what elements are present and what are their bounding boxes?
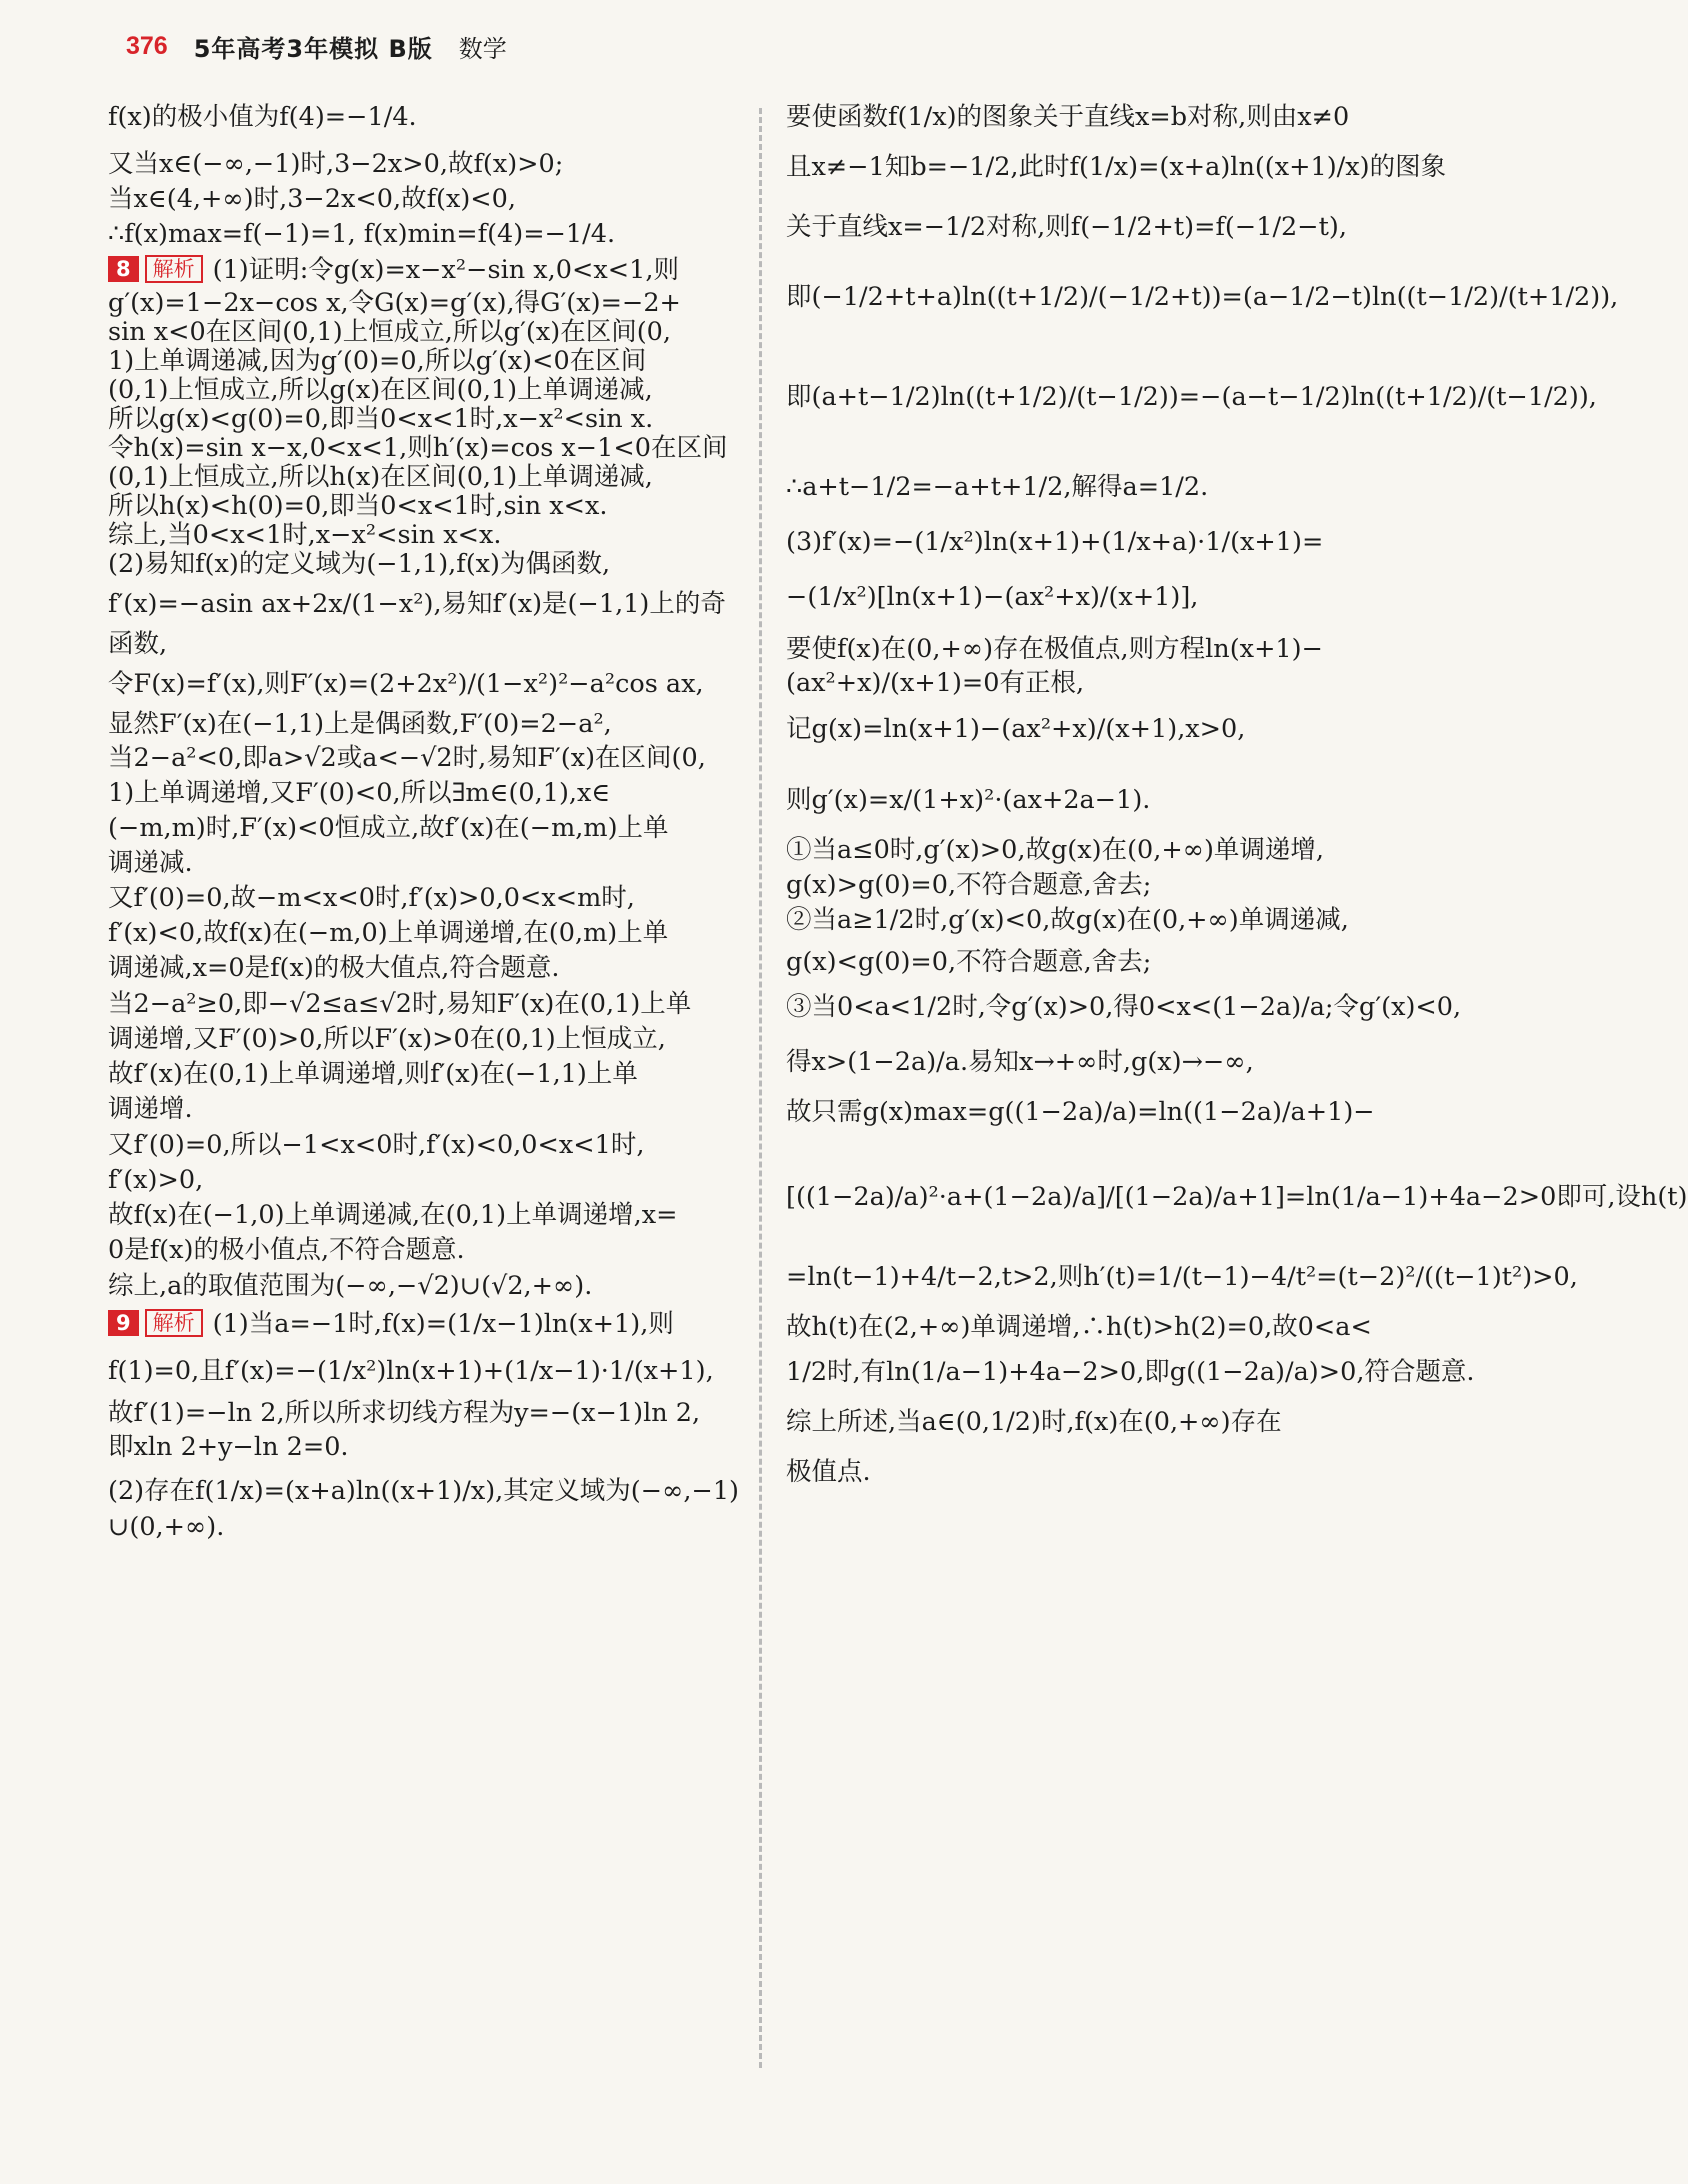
text-line <box>108 1271 593 1301</box>
text-line <box>108 1476 739 1506</box>
line-text: 所以h(x)<h(0)=0,即当0<x<1时,sin x<x. <box>108 491 608 521</box>
line-text: g(x)>g(0)=0,不符合题意,舍去; <box>786 870 1152 900</box>
line-text: (−m,m)时,F′(x)<0恒成立,故f′(x)在(−m,m)上单 <box>108 813 669 843</box>
text-line <box>108 1356 714 1386</box>
text-line <box>786 905 1349 935</box>
text-line <box>786 1357 1475 1387</box>
text-line <box>108 219 616 249</box>
line-text: f(x)的极小值为f(4)=−1/4. <box>108 102 417 132</box>
text-line <box>786 634 1323 664</box>
text-line <box>786 1407 1282 1437</box>
line-text: 令F(x)=f′(x),则F′(x)=(2+2x²)/(1−x²)²−a²cos ax, <box>108 669 704 699</box>
line-text: 综上,当0<x<1时,x−x²<sin x<x. <box>108 520 502 550</box>
line-text: =ln(t−1)+4/t−2,t>2,则h′(t)=1/(t−1)−4/t²=(t−2)²/((t−1)t²)>0, <box>786 1262 1578 1292</box>
line-text: 1)上单调递增,又F′(0)<0,所以∃m∈(0,1),x∈ <box>108 778 611 808</box>
line-text: 1)上单调递减,因为g′(0)=0,所以g′(x)<0在区间 <box>108 346 647 376</box>
line-text: 所以g(x)<g(0)=0,即当0<x<1时,x−x²<sin x. <box>108 404 654 434</box>
text-line <box>108 1130 645 1160</box>
line-text: 要使函数f(1/x)的图象关于直线x=b对称,则由x≠0 <box>786 102 1350 132</box>
line-text: 要使f(x)在(0,+∞)存在极值点,则方程ln(x+1)− <box>786 634 1323 664</box>
text-line <box>108 883 635 913</box>
text-line <box>108 149 564 179</box>
text-line <box>108 743 706 773</box>
line-text: (2)存在f(1/x)=(x+a)ln((x+1)/x),其定义域为(−∞,−1) <box>108 1476 739 1506</box>
text-line <box>108 813 669 843</box>
line-text: 得x>(1−2a)/a.易知x→+∞时,g(x)→−∞, <box>786 1047 1254 1077</box>
text-line <box>786 1182 1688 1212</box>
line-text: [((1−2a)/a)²·a+(1−2a)/a]/[(1−2a)/a+1]=ln(1/a−1)+4a−2>0即可,设h(t) <box>786 1182 1688 1212</box>
text-line <box>108 1200 678 1230</box>
line-text: 综上所述,当a∈(0,1/2)时,f(x)在(0,+∞)存在 <box>786 1407 1282 1437</box>
line-text: 即xln 2+y−ln 2=0. <box>108 1432 349 1462</box>
line-text: 令h(x)=sin x−x,0<x<1,则h′(x)=cos x−1<0在区间 <box>108 433 728 463</box>
text-line <box>108 1165 204 1195</box>
text-line <box>108 1432 349 1462</box>
subject-label: 数学 <box>458 34 507 63</box>
text-line <box>786 714 1246 744</box>
line-text: 当2−a²<0,即a>√2或a<−√2时,易知F′(x)在区间(0, <box>108 743 706 773</box>
line-text: 且x≠−1知b=−1/2,此时f(1/x)=(x+a)ln((x+1)/x)的图象 <box>786 152 1447 182</box>
text-line <box>786 835 1325 865</box>
text-line <box>786 102 1350 132</box>
line-text: (3)f′(x)=−(1/x²)ln(x+1)+(1/x+a)·1/(x+1)= <box>786 527 1324 557</box>
line-text: (1)证明:令g(x)=x−x²−sin x,0<x<1,则 <box>212 255 679 285</box>
text-line <box>786 282 1619 312</box>
text-line <box>108 375 653 405</box>
text-line <box>108 1024 666 1054</box>
text-line <box>108 1235 465 1265</box>
line-text: 故只需g(x)max=g((1−2a)/a)=ln((1−2a)/a+1)− <box>786 1097 1375 1127</box>
text-line <box>108 1512 225 1542</box>
line-text: (0,1)上恒成立,所以g(x)在区间(0,1)上单调递减, <box>108 375 653 405</box>
line-text: −(1/x²)[ln(x+1)−(ax²+x)/(x+1)], <box>786 582 1199 612</box>
text-line <box>108 1059 638 1089</box>
line-text: f′(x)=−asin ax+2x/(1−x²),易知f′(x)是(−1,1)上的奇 <box>108 589 726 619</box>
line-text: ②当a≥1/2时,g′(x)<0,故g(x)在(0,+∞)单调递减, <box>786 905 1349 935</box>
page-number: 376 <box>126 31 168 60</box>
text-line <box>786 212 1347 242</box>
text-line <box>786 1047 1254 1077</box>
line-text: 故h(t)在(2,+∞)单调递增,∴h(t)>h(2)=0,故0<a< <box>786 1312 1372 1342</box>
line-text: 调递增,又F′(0)>0,所以F′(x)>0在(0,1)上恒成立, <box>108 1024 666 1054</box>
line-text: 调递增. <box>108 1094 193 1124</box>
text-line <box>786 1097 1375 1127</box>
line-text: 1/2时,有ln(1/a−1)+4a−2>0,即g((1−2a)/a)>0,符合题意. <box>786 1357 1475 1387</box>
text-line <box>108 709 612 739</box>
line-text: 0是f(x)的极小值点,不符合题意. <box>108 1235 465 1265</box>
line-text: f′(x)<0,故f(x)在(−m,0)上单调递增,在(0,m)上单 <box>108 918 669 948</box>
line-text: 当2−a²≥0,即−√2≤a≤√2时,易知F′(x)在(0,1)上单 <box>108 989 692 1019</box>
column-divider <box>759 108 762 2068</box>
text-line <box>108 549 611 579</box>
line-text: ①当a≤0时,g′(x)>0,故g(x)在(0,+∞)单调递增, <box>786 835 1325 865</box>
text-line <box>786 668 1085 698</box>
line-text: 故f′(x)在(0,1)上单调递增,则f′(x)在(−1,1)上单 <box>108 1059 638 1089</box>
analysis-tag: 解析 <box>145 1309 203 1337</box>
text-line <box>786 152 1447 182</box>
line-text: 综上,a的取值范围为(−∞,−√2)∪(√2,+∞). <box>108 1271 593 1301</box>
text-line <box>108 346 647 376</box>
line-text: 即(a+t−1/2)ln((t+1/2)/(t−1/2))=−(a−t−1/2)ln((t+1/2)/(t−1/2)), <box>786 382 1597 412</box>
line-text: 又f′(0)=0,故−m<x<0时,f′(x)>0,0<x<m时, <box>108 883 635 913</box>
line-text: 关于直线x=−1/2对称,则f(−1/2+t)=f(−1/2−t), <box>786 212 1347 242</box>
line-text: g(x)<g(0)=0,不符合题意,舍去; <box>786 947 1152 977</box>
line-text: 显然F′(x)在(−1,1)上是偶函数,F′(0)=2−a², <box>108 709 612 739</box>
line-text: 故f′(1)=−ln 2,所以所求切线方程为y=−(x−1)ln 2, <box>108 1398 701 1428</box>
line-text: (0,1)上恒成立,所以h(x)在区间(0,1)上单调递减, <box>108 462 653 492</box>
text-line <box>786 382 1597 412</box>
analysis-tag: 解析 <box>145 255 203 283</box>
line-text: 又当x∈(−∞,−1)时,3−2x>0,故f(x)>0; <box>108 149 564 179</box>
text-line <box>108 918 669 948</box>
text-line <box>108 255 679 284</box>
text-line <box>786 785 1151 815</box>
text-line <box>108 989 692 1019</box>
page-header <box>126 22 507 70</box>
text-line <box>786 1262 1578 1292</box>
line-text: 即(−1/2+t+a)ln((t+1/2)/(−1/2+t))=(a−1/2−t)ln((t−1/2)/(t+1/2)), <box>786 282 1619 312</box>
line-text: (ax²+x)/(x+1)=0有正根, <box>786 668 1085 698</box>
line-text: (1)当a=−1时,f(x)=(1/x−1)ln(x+1),则 <box>212 1309 674 1339</box>
line-text: sin x<0在区间(0,1)上恒成立,所以g′(x)在区间(0, <box>108 317 671 347</box>
line-text: ∴f(x)max=f(−1)=1, f(x)min=f(4)=−1/4. <box>108 219 616 249</box>
text-line <box>108 1398 701 1428</box>
text-line <box>108 848 193 878</box>
text-line <box>108 462 653 492</box>
book-title: 5年高考3年模拟 B版 <box>193 34 433 63</box>
line-text: 则g′(x)=x/(1+x)²·(ax+2a−1). <box>786 785 1151 815</box>
text-line <box>786 527 1324 557</box>
line-text: 调递减,x=0是f(x)的极大值点,符合题意. <box>108 953 560 983</box>
text-line <box>108 953 560 983</box>
line-text: ③当0<a<1/2时,令g′(x)>0,得0<x<(1−2a)/a;令g′(x)<0, <box>786 992 1462 1022</box>
line-text: 记g(x)=ln(x+1)−(ax²+x)/(x+1),x>0, <box>786 714 1246 744</box>
text-line <box>108 1309 674 1338</box>
text-line <box>786 1457 871 1487</box>
line-text: g′(x)=1−2x−cos x,令G(x)=g′(x),得G′(x)=−2+ <box>108 288 681 318</box>
line-text: f′(x)>0, <box>108 1165 204 1195</box>
line-text: 极值点. <box>786 1457 871 1487</box>
text-line <box>108 317 671 347</box>
line-text: 又f′(0)=0,所以−1<x<0时,f′(x)<0,0<x<1时, <box>108 1130 645 1160</box>
line-text: ∪(0,+∞). <box>108 1512 225 1542</box>
text-line <box>108 404 654 434</box>
line-text: ∴a+t−1/2=−a+t+1/2,解得a=1/2. <box>786 472 1209 502</box>
line-text: f(1)=0,且f′(x)=−(1/x²)ln(x+1)+(1/x−1)·1/(x+1), <box>108 1356 714 1386</box>
text-line <box>108 669 704 699</box>
line-text: 函数, <box>108 629 168 659</box>
text-line <box>786 582 1199 612</box>
text-line <box>108 1094 193 1124</box>
text-line <box>108 288 681 318</box>
problem-number-badge: 9 <box>108 1310 139 1336</box>
text-line <box>108 491 608 521</box>
text-line <box>108 778 611 808</box>
text-line <box>108 184 517 214</box>
text-line <box>786 472 1209 502</box>
text-line <box>108 629 168 659</box>
text-line <box>786 947 1152 977</box>
problem-number-badge: 8 <box>108 256 139 282</box>
line-text: 故f(x)在(−1,0)上单调递减,在(0,1)上单调递增,x= <box>108 1200 678 1230</box>
text-line <box>108 520 502 550</box>
line-text: (2)易知f(x)的定义域为(−1,1),f(x)为偶函数, <box>108 549 611 579</box>
text-line <box>108 589 726 619</box>
line-text: 当x∈(4,+∞)时,3−2x<0,故f(x)<0, <box>108 184 517 214</box>
text-line <box>786 1312 1372 1342</box>
text-line <box>786 870 1152 900</box>
text-line <box>108 433 728 463</box>
text-line <box>108 102 417 132</box>
text-line <box>786 992 1462 1022</box>
line-text: 调递减. <box>108 848 193 878</box>
